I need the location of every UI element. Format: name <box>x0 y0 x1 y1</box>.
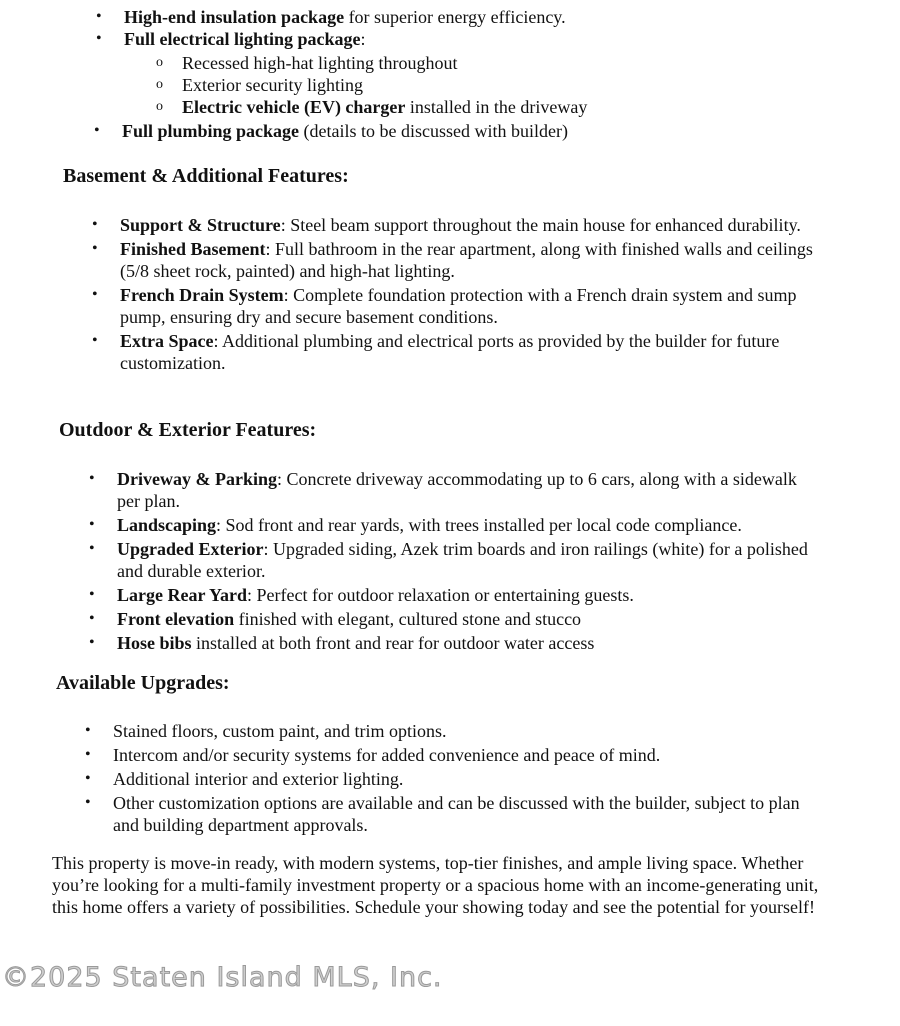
mls-watermark: ©2025 Staten Island MLS, Inc. <box>2 962 443 993</box>
item-title: French Drain System <box>120 285 284 305</box>
item-text: Other customization options are available and can be discussed with the builder, subject to plan and building department approvals. <box>113 793 800 835</box>
item-text: : Steel beam support throughout the main house for enhanced durability. <box>280 215 801 235</box>
bullet-icon: • <box>89 516 95 533</box>
item-text: installed at both front and rear for outdoor water access <box>191 633 595 653</box>
list-item <box>92 238 820 282</box>
open-bullet-icon: o <box>156 55 163 70</box>
bullet-icon: • <box>85 746 91 763</box>
outdoor-list <box>89 468 817 654</box>
bullet-icon: • <box>89 470 95 487</box>
item-text: Exterior security lighting <box>182 75 363 95</box>
open-bullet-icon: o <box>156 99 163 114</box>
list-item <box>96 6 824 28</box>
basement-list <box>92 214 820 374</box>
list-item <box>89 538 817 582</box>
item-text: Intercom and/or security systems for added convenience and peace of mind. <box>113 745 661 765</box>
item-title: Upgraded Exterior <box>117 539 264 559</box>
bullet-icon: • <box>96 8 102 25</box>
bullet-icon: • <box>85 722 91 739</box>
item-title: High-end insulation package <box>124 7 345 27</box>
lighting-sub-list <box>156 52 822 118</box>
sub-list-item <box>156 52 822 74</box>
item-text: installed in the driveway <box>405 97 588 117</box>
item-text: : Concrete driveway accommodating up to 6 cars, along with a sidewalk per plan. <box>117 469 797 511</box>
item-title: Landscaping <box>117 515 217 535</box>
item-title: Finished Basement <box>120 239 266 259</box>
bullet-icon: • <box>92 286 98 303</box>
bullet-icon: • <box>92 216 98 233</box>
item-text: finished with elegant, cultured stone and stucco <box>234 609 582 629</box>
item-text: (details to be discussed with builder) <box>299 121 568 141</box>
list-item <box>85 720 813 742</box>
item-title: Full plumbing package <box>122 121 300 141</box>
item-title: Hose bibs <box>117 633 192 653</box>
item-text: Recessed high-hat lighting throughout <box>182 53 458 73</box>
list-item <box>89 608 817 630</box>
section-heading-upgrades: Available Upgrades: <box>56 672 230 694</box>
section-heading-basement: Basement & Additional Features: <box>63 165 349 187</box>
list-item <box>85 768 813 790</box>
item-text: : Upgraded siding, Azek trim boards and iron railings (white) for a polished and durable exterior. <box>117 539 808 581</box>
section-heading-outdoor: Outdoor & Exterior Features: <box>59 419 317 441</box>
bullet-icon: • <box>94 122 100 139</box>
list-item <box>89 468 817 512</box>
item-title: Driveway & Parking <box>117 469 277 489</box>
list-item <box>94 120 822 142</box>
list-item <box>89 514 817 536</box>
sub-list-item <box>156 74 822 96</box>
item-text: Additional interior and exterior lighting. <box>113 769 404 789</box>
item-title: Support & Structure <box>120 215 281 235</box>
item-title: Full electrical lighting package <box>124 29 361 49</box>
list-item <box>85 744 813 766</box>
bullet-icon: • <box>89 634 95 651</box>
list-item <box>89 584 817 606</box>
bullet-icon: • <box>85 794 91 811</box>
item-text: Stained floors, custom paint, and trim options. <box>113 721 447 741</box>
bullet-icon: • <box>92 240 98 257</box>
list-item <box>92 214 820 236</box>
item-title: Front elevation <box>117 609 235 629</box>
item-text: : <box>360 29 366 49</box>
item-text: : Perfect for outdoor relaxation or entertaining guests. <box>246 585 634 605</box>
bullet-icon: • <box>92 332 98 349</box>
list-item <box>85 792 813 836</box>
item-title: Extra Space <box>120 331 214 351</box>
item-text: for superior energy efficiency. <box>344 7 566 27</box>
bullet-icon: • <box>89 610 95 627</box>
list-item <box>92 330 820 374</box>
list-item <box>89 632 817 654</box>
bullet-icon: • <box>89 586 95 603</box>
upgrades-list <box>85 720 813 836</box>
item-text: : Additional plumbing and electrical ports as provided by the builder for future customization. <box>120 331 780 373</box>
item-text: : Complete foundation protection with a French drain system and sump pump, ensuring dry and secure basement conditions. <box>120 285 797 327</box>
top-feature-list <box>96 6 824 50</box>
sub-list-item <box>156 96 822 118</box>
item-text: : Sod front and rear yards, with trees installed per local code compliance. <box>216 515 742 535</box>
list-item <box>96 28 824 50</box>
item-title: Large Rear Yard <box>117 585 247 605</box>
item-text: : Full bathroom in the rear apartment, along with finished walls and ceilings (5/8 sheet rock, painted) and high-hat lighting. <box>120 239 813 281</box>
list-item <box>92 284 820 328</box>
bullet-icon: • <box>96 30 102 47</box>
bullet-icon: • <box>85 770 91 787</box>
open-bullet-icon: o <box>156 77 163 92</box>
plumbing-list <box>94 120 822 142</box>
closing-paragraph: This property is move-in ready, with modern systems, top-tier finishes, and ample living space. Whether you’re looking for a multi-family investment property or a spacious home with an income-generating unit, this home offers a variety of possibilities. Schedule your showing today and see the potential for yourself! <box>52 853 819 917</box>
item-title: Electric vehicle (EV) charger <box>182 97 406 117</box>
bullet-icon: • <box>89 540 95 557</box>
